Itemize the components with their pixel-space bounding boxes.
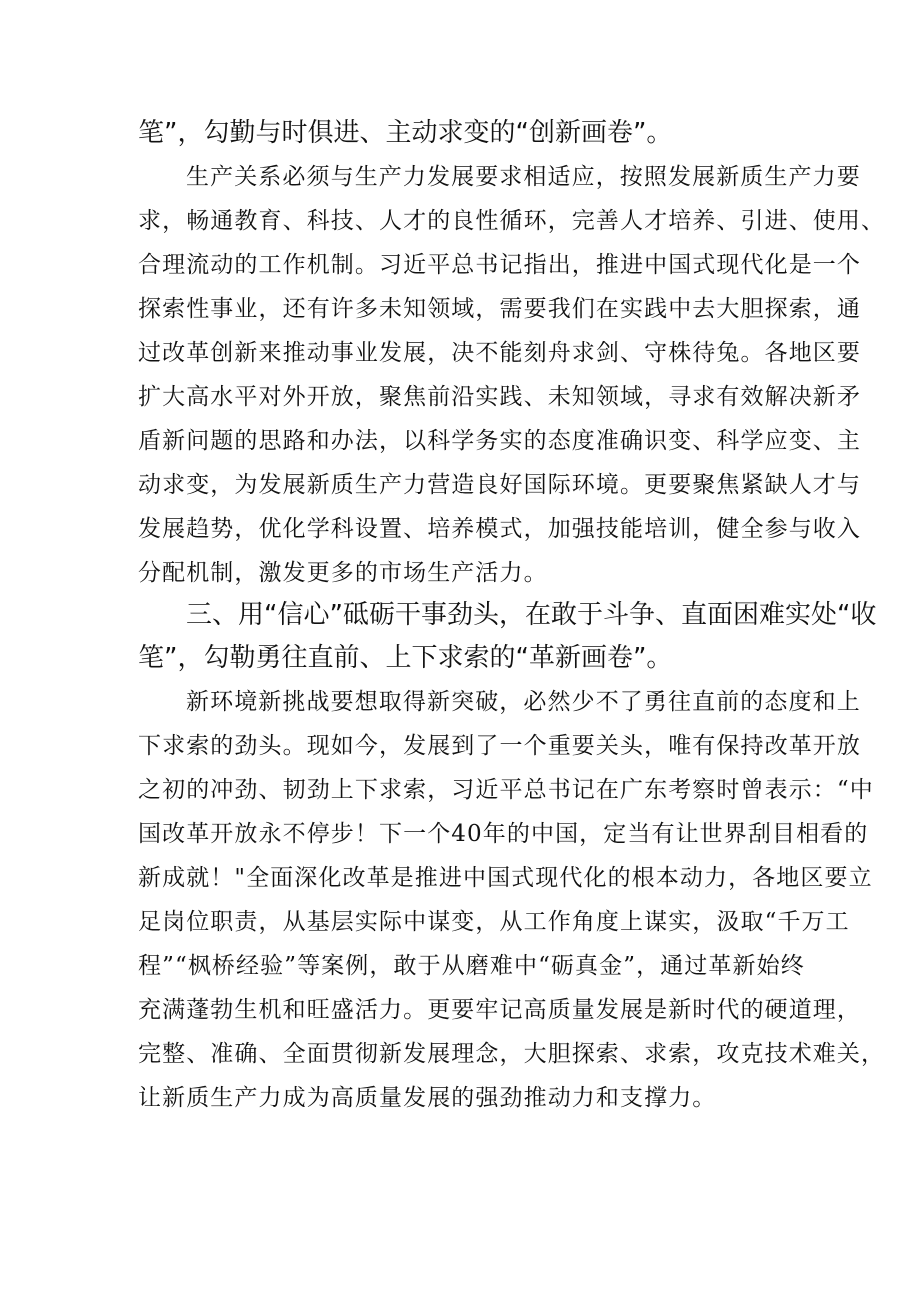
section-3-heading-line-1: 三、用“信心”砥砺干事劲头，在敢于斗争、直面困难实处“收 [186,600,877,630]
paragraph-1-line-2: 求，畅通教育、科技、人才的良性循环，完善人才培养、引进、使用、 [138,208,886,234]
paragraph-1-line-4: 探索性事业，还有许多未知领域，需要我们在实践中去大胆探索，通 [138,296,861,322]
paragraph-1-line-5: 过改革创新来推动事业发展，决不能刻舟求剑、守株待兔。各地区要 [138,340,861,366]
paragraph-2-line-7: 程”“枫桥经验”等案例，敢于从磨难中“砺真金”，通过革新始终 [138,953,805,979]
paragraph-1-line-8: 动求变，为发展新质生产力营造良好国际环境。更要聚焦紧缺人才与 [138,472,861,498]
paragraph-2-line-9: 完整、准确、全面贯彻新发展理念，大胆探索、求索，攻克技术难关， [138,1041,886,1067]
paragraph-2-line-10: 让新质生产力成为高质量发展的强劲推动力和支撑力。 [138,1085,717,1111]
paragraph-1-line-10: 分配机制，激发更多的市场生产活力。 [138,560,548,586]
paragraph-2-line-3: 之初的冲劲、韧劲上下求索，习近平总书记在广东考察时曾表示：“中 [138,777,874,803]
paragraph-2-line-2: 下求索的劲头。现如今，发展到了一个重要关头，唯有保持改革开放 [138,733,861,759]
paragraph-1-line-6: 扩大高水平对外开放，聚焦前沿实践、未知领域，寻求有效解决新矛 [138,384,861,410]
section-3-heading-line-2: 笔”，勾勒勇往直前、上下求索的“革新画卷”。 [138,643,673,673]
paragraph-2-line-5: 新成就！"全面深化改革是推进中国式现代化的根本动力，各地区要立 [138,865,873,891]
paragraph-2-line-4: 国改革开放永不停步！下一个40年的中国，定当有让世界刮目相看的 [138,821,869,847]
paragraph-2-line-6: 足岗位职责，从基层实际中谋变，从工作角度上谋实，汲取“千万工 [138,909,850,935]
paragraph-2-line-8: 充满蓬勃生机和旺盛活力。更要牢记高质量发展是新时代的硬道理， [138,997,861,1023]
paragraph-1-line-1: 生产关系必须与生产力发展要求相适应，按照发展新质生产力要 [186,164,861,190]
paragraph-1-line-3: 合理流动的工作机制。习近平总书记指出，推进中国式现代化是一个 [138,252,861,278]
section-2-heading-tail: 笔”，勾勤与时俱进、主动求变的“创新画卷”。 [138,118,673,148]
paragraph-1-line-7: 盾新问题的思路和办法，以科学务实的态度准确识变、科学应变、主 [138,428,861,454]
paragraph-2-line-1: 新环境新挑战要想取得新突破，必然少不了勇往直前的态度和上 [186,689,861,715]
paragraph-1-line-9: 发展趋势，优化学科设置、培养模式，加强技能培训，健全参与收入 [138,516,861,542]
